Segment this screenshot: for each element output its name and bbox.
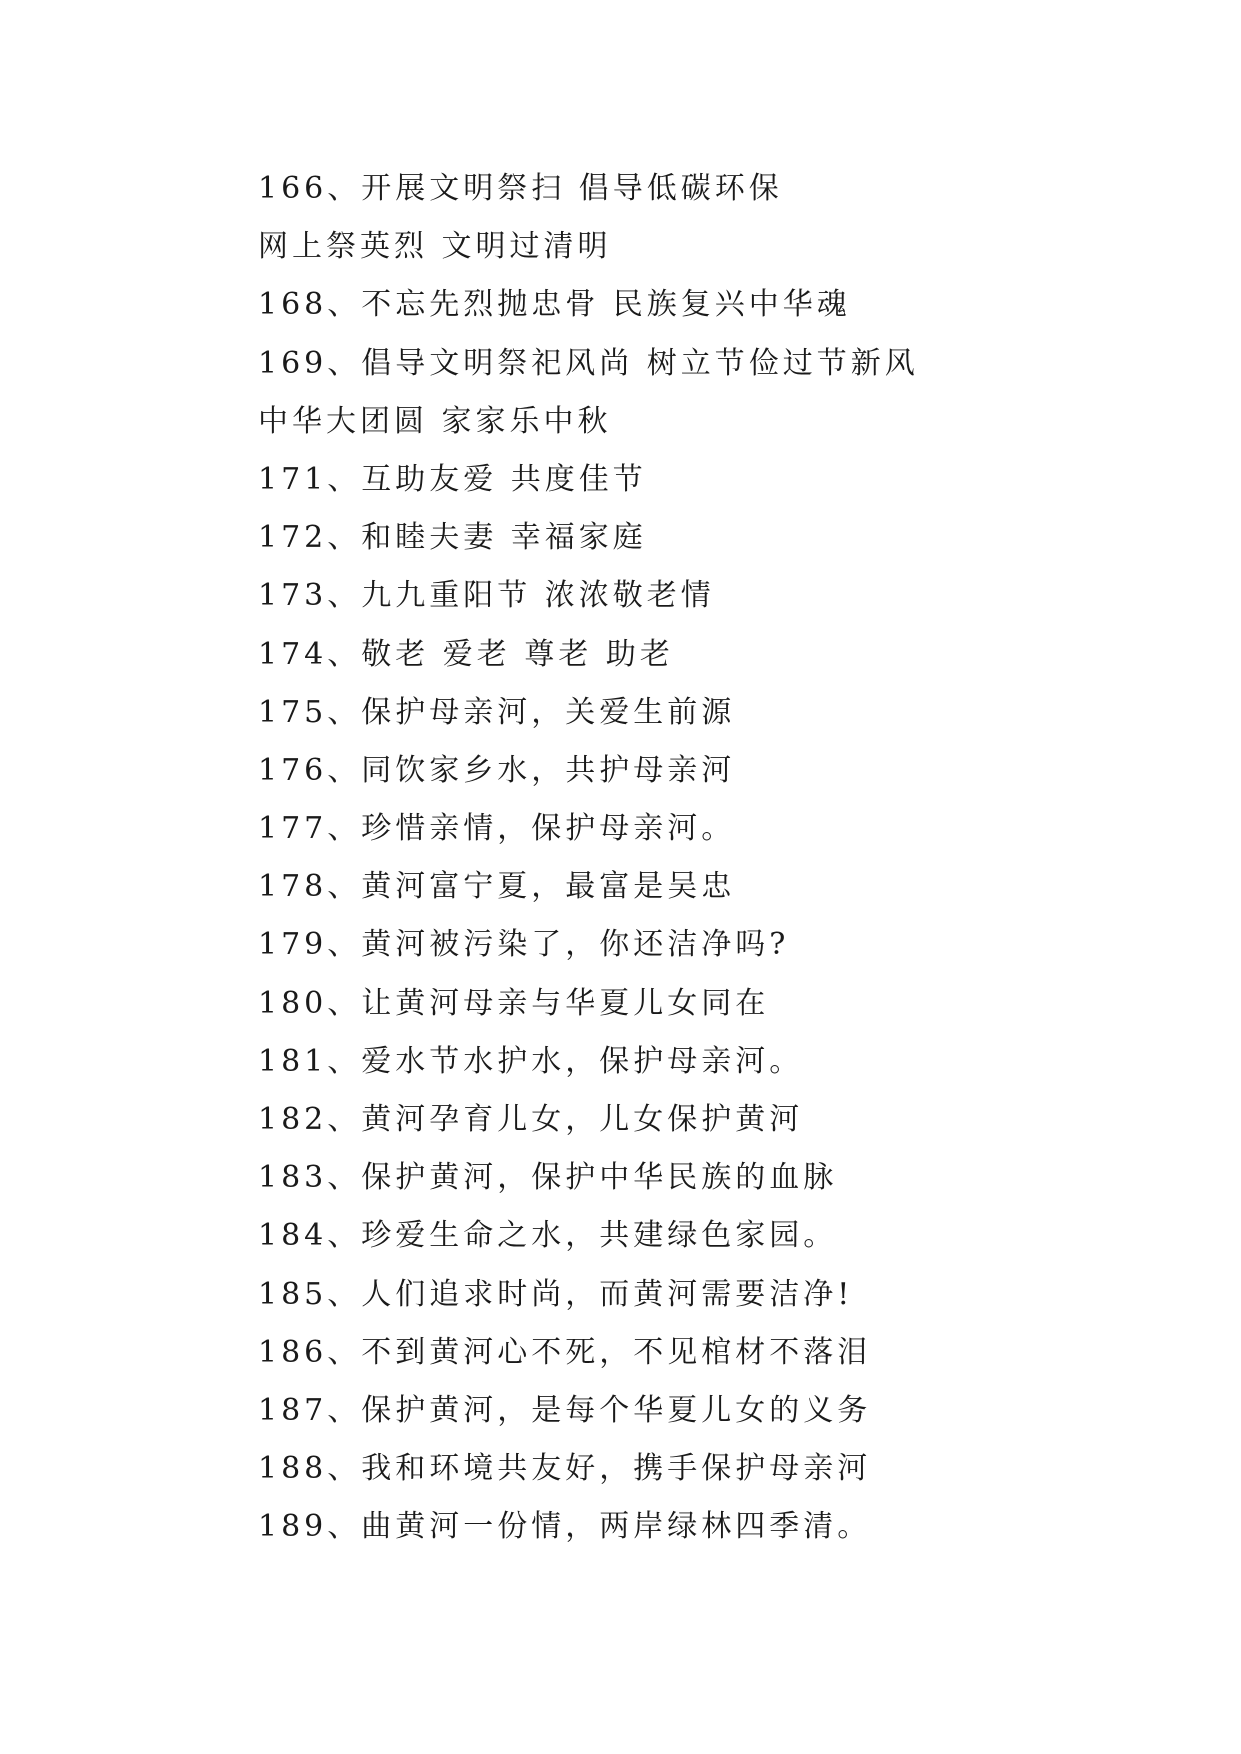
slogan-line-176: 176、同饮家乡水，共护母亲河 — [258, 752, 736, 788]
slogan-line-179: 179、黄河被污染了，你还洁净吗? — [258, 927, 790, 963]
slogan-line-174: 174、敬老 爱老 尊老 助老 — [258, 636, 674, 672]
slogan-line-170: 中华大团圆 家家乐中秋 — [258, 403, 612, 439]
slogan-line-168: 168、不忘先烈抛忠骨 民族复兴中华魂 — [258, 287, 851, 323]
slogan-line-167: 网上祭英烈 文明过清明 — [258, 229, 612, 265]
slogan-line-177: 177、珍惜亲情，保护母亲河。 — [258, 811, 736, 847]
slogan-line-166: 166、开展文明祭扫 倡导低碳环保 — [258, 171, 783, 206]
slogan-line-183: 183、保护黄河，保护中华民族的血脉 — [258, 1160, 838, 1196]
slogan-line-171: 171、互助友爱 共度佳节 — [258, 461, 647, 497]
slogan-line-184: 184、珍爱生命之水，共建绿色家园。 — [258, 1218, 838, 1254]
slogan-line-172: 172、和睦夫妻 幸福家庭 — [258, 520, 647, 556]
slogan-line-182: 182、黄河孕育儿女，儿女保护黄河 — [258, 1102, 804, 1137]
slogan-line-175: 175、保护母亲河，关爱生前源 — [258, 694, 736, 730]
slogan-line-185: 185、人们追求时尚，而黄河需要洁净! — [258, 1276, 854, 1312]
slogan-line-178: 178、黄河富宁夏，最富是吴忠 — [258, 869, 736, 905]
slogan-line-189: 189、曲黄河一份情，两岸绿林四季清。 — [258, 1509, 872, 1545]
slogan-line-181: 181、爱水节水护水，保护母亲河。 — [258, 1043, 804, 1079]
slogan-line-169: 169、倡导文明祭祀风尚 树立节俭过节新风 — [258, 345, 919, 381]
slogan-list — [258, 160, 919, 1557]
slogan-line-188: 188、我和环境共友好，携手保护母亲河 — [258, 1451, 872, 1487]
slogan-line-186: 186、不到黄河心不死，不见棺材不落泪 — [258, 1334, 872, 1370]
slogan-line-187: 187、保护黄河，是每个华夏儿女的义务 — [258, 1392, 872, 1428]
slogan-line-180: 180、让黄河母亲与华夏儿女同在 — [258, 985, 770, 1021]
slogan-line-173: 173、九九重阳节 浓浓敬老情 — [258, 578, 715, 614]
